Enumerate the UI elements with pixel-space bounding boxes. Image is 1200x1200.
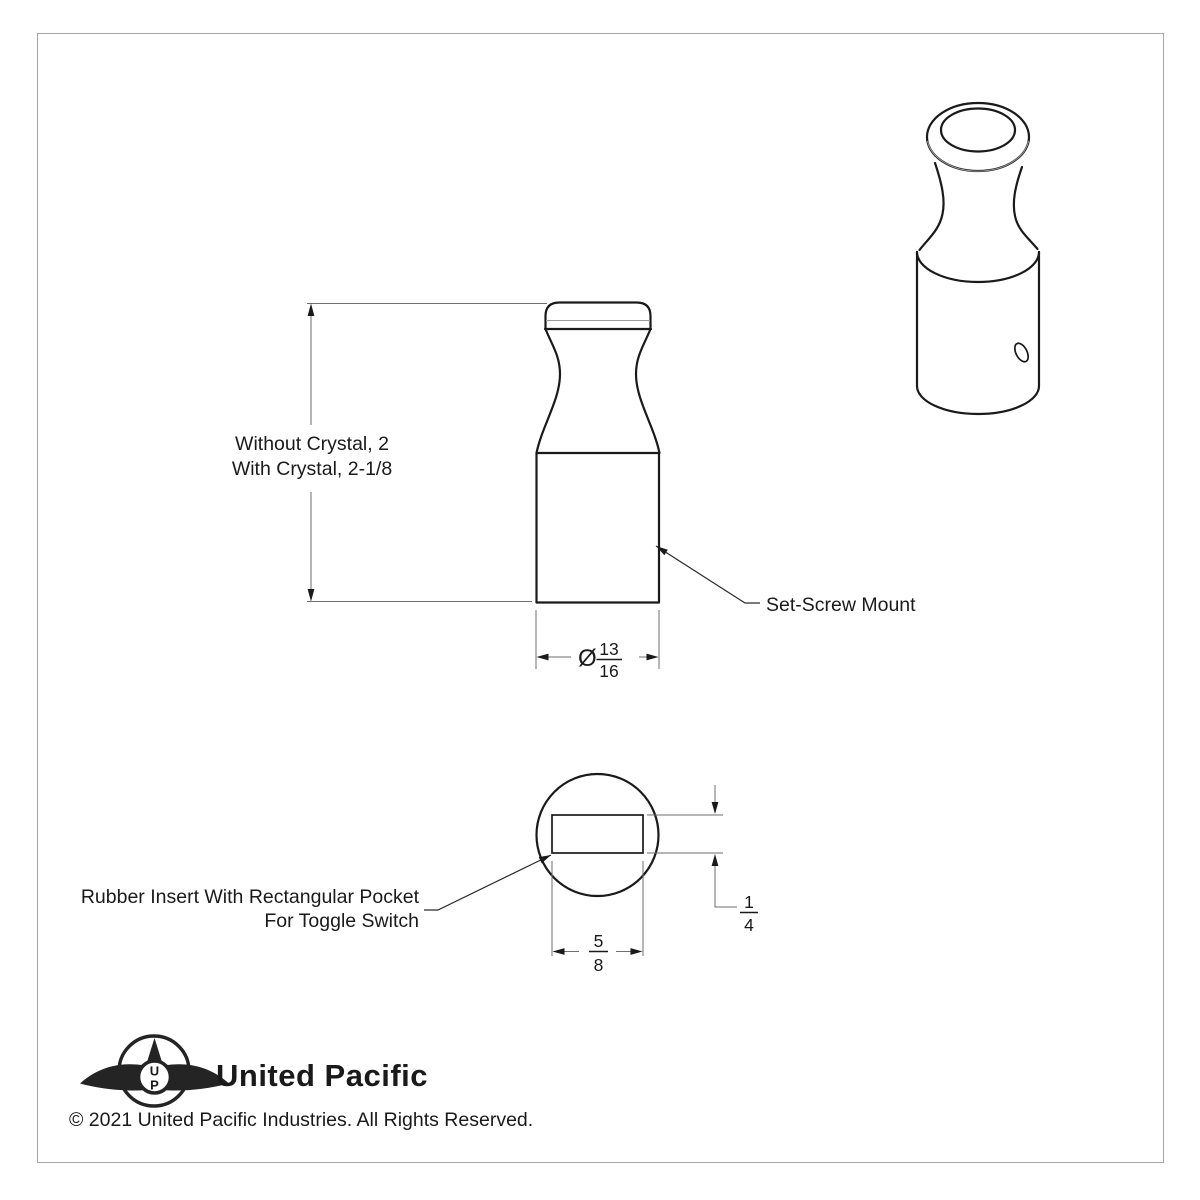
pocket-depth-dimension xyxy=(647,785,758,935)
pocket-width-numerator: 5 xyxy=(593,931,604,951)
height-dimension-label-line1: Without Crystal, 2 xyxy=(235,433,389,455)
diameter-denominator: 16 xyxy=(599,661,619,681)
pocket-depth-arrow-up xyxy=(712,854,719,866)
height-dimension-label-line2: With Crystal, 2-1/8 xyxy=(231,458,393,480)
height-arrow-up xyxy=(308,304,315,317)
brand-name: United Pacific xyxy=(216,1058,428,1093)
rubber-insert-label-line2: For Toggle Switch xyxy=(264,910,419,932)
diameter-dimension xyxy=(536,610,659,681)
diameter-arrow-left xyxy=(537,654,549,661)
logo-monogram-u: U xyxy=(149,1063,160,1079)
iso-cap-top-face xyxy=(941,109,1015,152)
pocket-depth-denominator: 4 xyxy=(744,915,754,935)
footer-branding xyxy=(69,1036,533,1131)
iso-shoulder-arc xyxy=(917,252,1039,282)
pocket-depth-numerator: 1 xyxy=(744,892,754,912)
rubber-insert-label-line1: Rubber Insert With Rectangular Pocket xyxy=(80,886,419,908)
set-screw-leader-line xyxy=(656,546,760,603)
pocket-depth-stem-bottom xyxy=(715,866,737,907)
diameter-arrow-right xyxy=(647,654,659,661)
pocket-width-arrow-left xyxy=(553,948,565,955)
front-neck-right xyxy=(636,329,660,453)
front-view xyxy=(537,303,660,603)
diameter-numerator: 13 xyxy=(599,639,619,659)
pocket-depth-arrow-down xyxy=(712,802,719,814)
front-neck-left xyxy=(537,329,561,453)
pocket-width-arrow-right xyxy=(631,948,643,955)
united-pacific-logo-icon xyxy=(80,1036,229,1106)
pocket-width-denominator: 8 xyxy=(593,955,604,975)
iso-body-bottom-arc xyxy=(917,386,1039,414)
diameter-symbol: Ø xyxy=(578,645,597,672)
iso-set-screw-hole xyxy=(1012,341,1031,364)
isometric-view xyxy=(917,103,1039,414)
height-dimension xyxy=(232,304,547,602)
rubber-insert-callout xyxy=(81,855,551,932)
bottom-view-circle xyxy=(537,774,659,896)
pocket-width-dimension xyxy=(552,861,643,975)
pocket-rectangle xyxy=(552,815,643,853)
rubber-insert-leader-line xyxy=(424,855,551,910)
front-cap-outline xyxy=(546,303,651,330)
iso-neck-left xyxy=(920,163,944,250)
copyright-text: © 2021 United Pacific Industries. All Rights Reserved. xyxy=(69,1109,534,1131)
set-screw-callout xyxy=(656,546,916,616)
bottom-view xyxy=(537,774,659,896)
height-arrow-down xyxy=(308,589,315,602)
iso-neck-right xyxy=(1014,167,1038,249)
iso-cap-rim-line xyxy=(928,141,1029,171)
logo-monogram-p: P xyxy=(150,1077,159,1093)
set-screw-label: Set-Screw Mount xyxy=(766,594,916,616)
front-body xyxy=(537,453,660,603)
